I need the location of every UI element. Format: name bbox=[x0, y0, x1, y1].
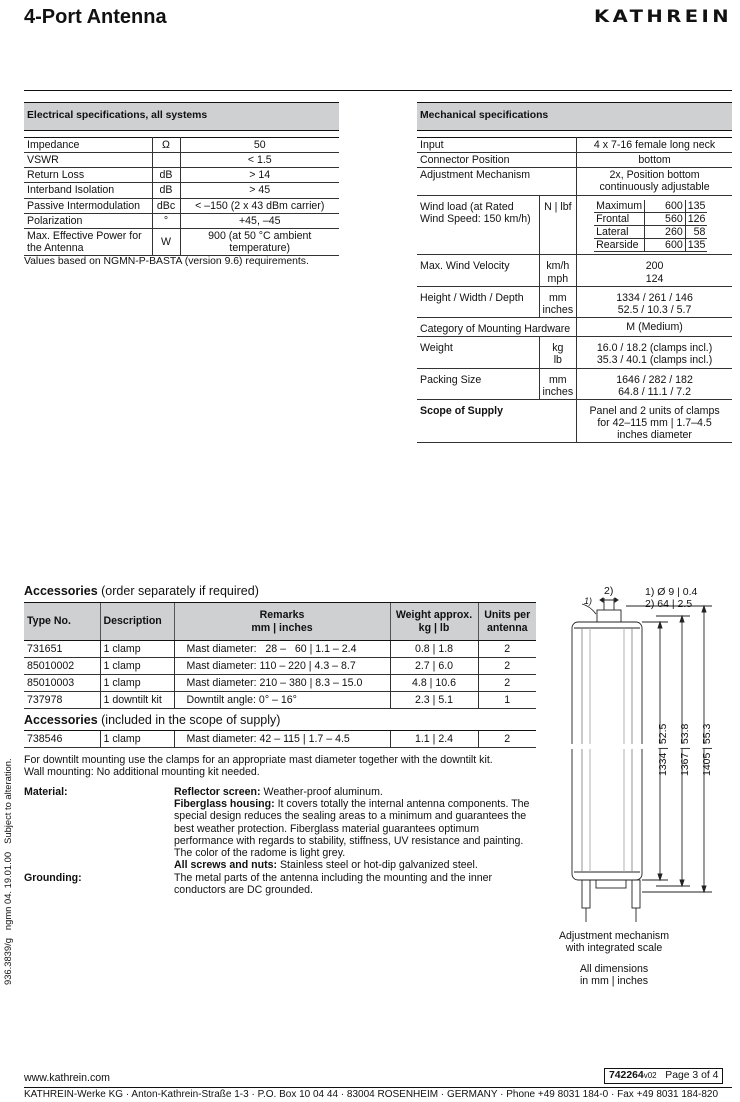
electrical-heading: Electrical specifications, all systems bbox=[24, 102, 339, 131]
footer-address: KATHREIN-Werke KG · Anton-Kathrein-Straße 1-3 · P.O. Box 10 04 44 · 83004 ROSENHEIM · GERMANY · Phone +49 8031 184-0 · Fax +49 8031 184-820 bbox=[24, 1089, 719, 1100]
drawing-caption-adjust: Adjustment mechanism with integrated scale bbox=[558, 930, 670, 955]
footer-url[interactable]: www.kathrein.com bbox=[24, 1072, 110, 1084]
table-row: VSWR < 1.5 bbox=[24, 153, 339, 168]
drawing-caption-dims: All dimensions in mm | inches bbox=[579, 963, 649, 988]
wind-load-table bbox=[594, 200, 707, 253]
mech-row-weight: Weight kg lb 16.0 / 18.2 (clamps incl.) 35.3 / 40.1 (clamps incl.) bbox=[417, 337, 732, 368]
footer-page-box: 742264v02 Page 3 of 4 bbox=[604, 1068, 723, 1084]
mech-row-velocity: Max. Wind Velocity km/h mph 200 124 bbox=[417, 255, 732, 286]
wind-load-row: Frontal 560 126 bbox=[596, 212, 706, 225]
callout-1: 1) bbox=[584, 596, 593, 606]
material-text: Reflector screen: Weather-proof aluminum. Fiberglass housing: It covers totally the internal antenna components. The special design reduces the sealing areas to a minimum and guarantees the best weather protection. Fiberglass material guarantees optimum performance with regards to stability, stiffness, UV resistance and painting. The color of the radome is light grey. All screws and nuts: Stainless steel or hot-dip galvanized steel. bbox=[174, 786, 530, 872]
table-row: Impedance Ω 50 bbox=[24, 137, 339, 152]
electrical-specs bbox=[24, 102, 339, 268]
kathrein-logo: KATHREIN bbox=[593, 7, 732, 27]
grounding-text: The metal parts of the antenna including the mounting and the inner conductors are DC grounded. bbox=[174, 872, 493, 897]
dim-1367: 1367 | 53.8 bbox=[679, 723, 691, 776]
material-section bbox=[24, 786, 536, 898]
footer-rule bbox=[24, 1087, 732, 1088]
wind-load-row: Rearside 600 135 bbox=[596, 239, 706, 252]
mech-row-scope: Scope of Supply Panel and 2 units of clamps for 42–115 mm | 1.7–4.5 inches diameter bbox=[417, 399, 732, 443]
material-label: Material: bbox=[24, 786, 68, 798]
wind-load-row: Lateral 260 58 bbox=[596, 225, 706, 238]
adjust-connector-left bbox=[582, 880, 590, 908]
callout-2: 2) bbox=[604, 585, 614, 597]
table-row: 85010002 1 clamp Mast diameter: 110 – 220 | 4.3 – 8.7 2.7 | 6.0 2 bbox=[24, 657, 536, 674]
table-row: 737978 1 downtilt kit Downtilt angle: 0° – 16° 2.3 | 5.1 1 bbox=[24, 692, 536, 709]
accessories-note: For downtilt mounting use the clamps for an appropriate mast diameter together with the downtilt kit. Wall mounting: No additional mounting kit needed. bbox=[24, 753, 493, 779]
electrical-note: Values based on NGMN-P-BASTA (version 9.6) requirements. bbox=[24, 256, 309, 268]
wind-load-row: Maximum 600 135 bbox=[596, 199, 706, 212]
radome bbox=[572, 622, 642, 880]
table-row: Polarization ° +45, –45 bbox=[24, 213, 339, 228]
drawing-break bbox=[566, 744, 716, 749]
included-title: Accessories (included in the scope of supply) bbox=[24, 713, 281, 728]
mech-row-dims: Height / Width / Depth mm inches 1334 / 261 / 146 52.5 / 10.3 / 5.7 bbox=[417, 286, 732, 317]
mech-row-input: Input 4 x 7-16 female long neck bbox=[417, 137, 732, 152]
accessories-header-row: Type No. Description Remarks mm | inches Weight approx. kg | lb Units per antenna bbox=[24, 603, 536, 640]
grounding-label: Grounding: bbox=[24, 872, 82, 884]
legend-1: 1) Ø 9 | 0.4 bbox=[645, 586, 698, 598]
accessories-section bbox=[24, 584, 536, 778]
table-row: Interband Isolation dB > 45 bbox=[24, 183, 339, 198]
dim-1405: 1405 | 55.3 bbox=[701, 723, 713, 776]
mech-row-wind: Wind load (at Rated Wind Speed: 150 km/h) N | lbf Maximum 600 135 Frontal 560 126 Lateral 260 58 Rearside 600 135 bbox=[417, 195, 732, 255]
table-row: 738546 1 clamp Mast diameter: 42 – 115 | 1.7 – 4.5 1.1 | 2.4 2 bbox=[24, 730, 536, 747]
mech-row-category: Category of Mounting Hardware M (Medium) bbox=[417, 318, 732, 337]
mechanical-table bbox=[417, 137, 732, 443]
accessories-title: Accessories (order separately if required) bbox=[24, 584, 259, 598]
side-note: 936.3839/gngmn 04. 19.01.00Subject to alteration. bbox=[2, 758, 13, 985]
mech-row-adjust: Adjustment Mechanism 2x, Position bottom continuously adjustable bbox=[417, 168, 732, 195]
table-row: 731651 1 clamp Mast diameter: 28 – 60 | 1.1 – 2.4 0.8 | 1.8 2 bbox=[24, 640, 536, 657]
mech-row-connector: Connector Position bottom bbox=[417, 153, 732, 168]
dim-1334: 1334 | 52.5 bbox=[657, 723, 669, 776]
accessories-table bbox=[24, 602, 536, 709]
page-title: 4-Port Antenna bbox=[24, 6, 167, 28]
mechanical-heading: Mechanical specifications bbox=[417, 102, 732, 131]
table-row: Max. Effective Power for the Antenna W 900 (at 50 °C ambient temperature) bbox=[24, 228, 339, 255]
antenna-drawing bbox=[556, 580, 740, 930]
header-rule bbox=[24, 90, 732, 91]
included-table bbox=[24, 730, 536, 748]
mechanical-specs bbox=[417, 102, 732, 443]
table-row: Passive Intermodulation dBc < –150 (2 x 43 dBm carrier) bbox=[24, 198, 339, 213]
table-row: Return Loss dB > 14 bbox=[24, 168, 339, 183]
mount-bracket bbox=[597, 610, 621, 622]
table-row: 85010003 1 clamp Mast diameter: 210 – 380 | 8.3 – 15.0 4.8 | 10.6 2 bbox=[24, 675, 536, 692]
electrical-table bbox=[24, 137, 339, 256]
legend-2: 2) 64 | 2.5 bbox=[645, 598, 693, 610]
mech-row-packing: Packing Size mm inches 1646 / 282 / 182 64.8 / 11.1 / 7.2 bbox=[417, 368, 732, 399]
adjust-connector-right bbox=[632, 880, 640, 908]
